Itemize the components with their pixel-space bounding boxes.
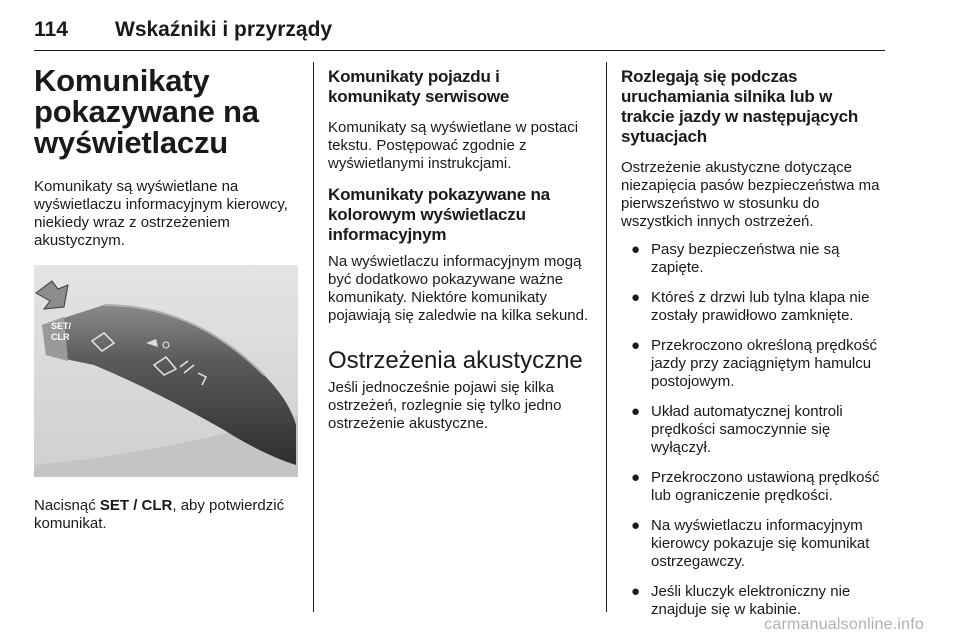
bullet-icon: ● (631, 583, 641, 600)
paragraph-color-display: Na wyświetlaczu informacyjnym mogą być dodatkowo pokazywane ważne komunikaty. Niektóre komunikaty pojawiają się zaledwie na kilka sekund. (328, 253, 589, 324)
page-header (34, 10, 885, 51)
intro-paragraph: Komunikaty są wyświetlane na wyświetlaczu informacyjnym kierowcy, niekiedy wraz z ostrzeżeniem akustycznym. (34, 178, 288, 249)
heading-acoustic-warnings: Ostrzeżenia akustyczne (328, 347, 583, 374)
list-item: ● Układ automatycznej kontroli prędkości samoczynnie się wyłączył. (631, 403, 843, 456)
svg-text:SET/: SET/ (51, 321, 72, 331)
list-item: ● Przekroczono określoną prędkość jazdy przy zaciągniętym hamulcu postojowym. (631, 337, 877, 390)
bullet-icon: ● (631, 469, 641, 486)
bullet-icon: ● (631, 517, 641, 534)
heading-vehicle-messages: Komunikaty pojazdu i komunikaty serwisowe (328, 67, 510, 106)
list-item: ● Przekroczono ustawioną prędkość lub ograniczenie prędkości. (631, 469, 880, 504)
running-title: Wskaźniki i przyrządy (115, 18, 333, 41)
paragraph-vehicle-messages: Komunikaty są wyświetlane w postaci tekstu. Postępować zgodnie z wyświetlanymi instrukcjami. (328, 119, 579, 172)
watermark: carmanualsonline.info (764, 616, 924, 633)
section-title: Komunikaty pokazywane na wyświetlaczu (34, 63, 259, 160)
list-item: ● Pasy bezpieczeństwa nie są zapięte. (631, 241, 840, 276)
page-number: 114 (34, 18, 68, 41)
list-item: ● Któreś z drzwi lub tylna klapa nie zostały prawidłowo zamknięte. (631, 289, 870, 324)
column-middle (328, 55, 592, 433)
bullet-icon: ● (631, 241, 641, 258)
column-divider (313, 62, 314, 612)
set-clr-button-label: SET / CLR (99, 497, 173, 514)
bullet-icon: ● (631, 337, 641, 354)
column-left (34, 55, 300, 533)
figure-caption: Nacisnąć SET / CLR, aby potwierdzić komunikat. (34, 497, 285, 532)
heading-warning-situations: Rozlegają się podczas uruchamiania silnika lub w trakcie jazdy w następujących sytuacjach (621, 67, 859, 146)
heading-color-display: Komunikaty pokazywane na kolorowym wyświetlaczu informacyjnym (328, 185, 550, 244)
column-right (621, 55, 889, 631)
set-clr-label (51, 321, 72, 342)
paragraph-seatbelt-priority: Ostrzeżenie akustyczne dotyczące niezapięcia pasów bezpieczeństwa ma pierwszeństwo w stosunku do wszystkich innych ostrzeżeń. (621, 159, 880, 230)
svg-text:CLR: CLR (51, 332, 70, 342)
paragraph-acoustic-warnings: Jeśli jednocześnie pojawi się kilka ostrzeżeń, rozlegnie się tylko jedno ostrzeżenie akustyczne. (328, 379, 562, 432)
column-divider (606, 62, 607, 612)
warning-list (621, 241, 889, 619)
bullet-icon: ● (631, 289, 641, 306)
bullet-icon: ● (631, 403, 641, 420)
lever-illustration (34, 265, 298, 477)
list-item: ● Jeśli kluczyk elektroniczny nie znajduje się w kabinie. (631, 583, 851, 618)
list-item: ● Na wyświetlaczu informacyjnym kierowcy pokazuje się komunikat ostrzegawczy. (631, 517, 870, 570)
